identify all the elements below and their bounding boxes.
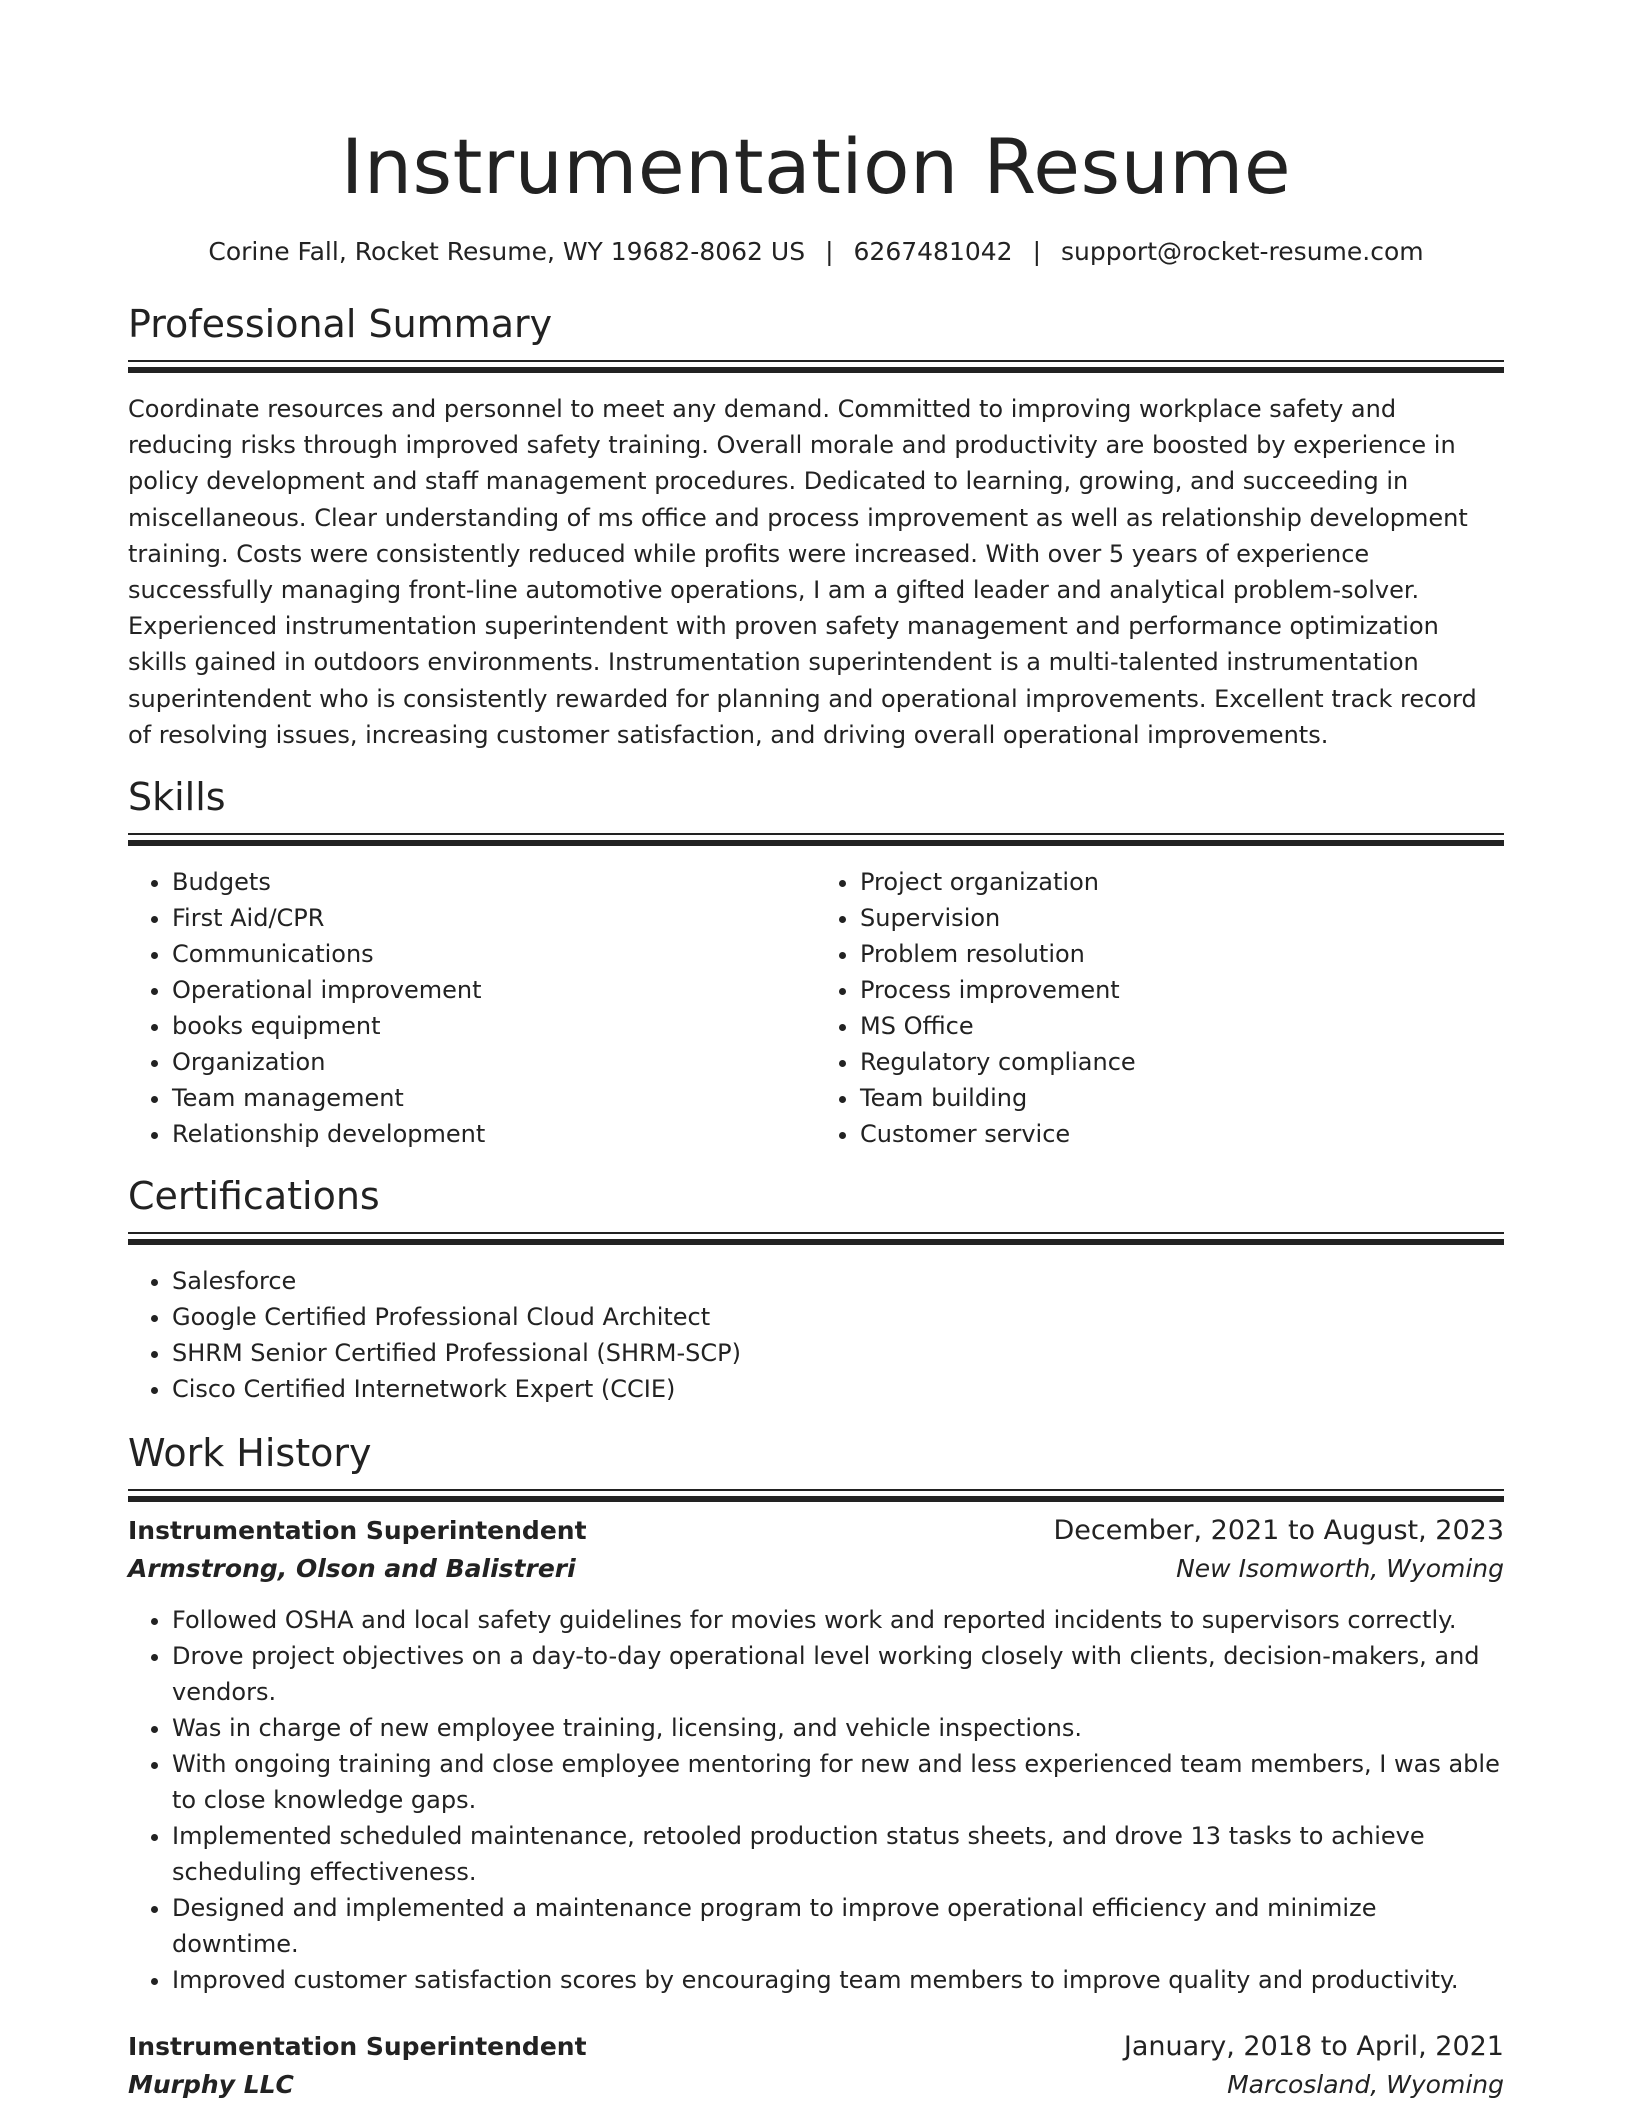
section-divider	[128, 1232, 1504, 1245]
job-bullet: • Implemented scheduled maintenance, retooled production status sheets, and drove 13 tasks to achieve scheduling effectiveness.	[172, 1818, 1504, 1890]
skill-item: • Regulatory compliance	[860, 1044, 1504, 1080]
resume-title: Instrumentation Resume	[340, 122, 1292, 211]
summary-text: Coordinate resources and personnel to meet any demand. Committed to improving workplace safety and reducing risks through improved safety training. Overall morale and productivity are boosted by experience in policy development and staff management procedures. Dedicated to learning, growing, and succeeding in miscellaneous. Clear understanding of ms office and process improvement as well as relationship development training. Costs were consistently reduced while profits were increased. With over 5 years of experience successfully managing front-line automotive operations, I am a gifted leader and analytical problem-solver. Experienced instrumentation superintendent with proven safety management and performance optimization skills gained in outdoors environments. Instrumentation superintendent is a multi-talented instrumentation superintendent who is consistently rewarded for planning and operational improvements. Excellent track record of resolving issues, increasing customer satisfaction, and driving overall operational improvements.	[128, 395, 1477, 749]
certifications-list	[128, 1263, 1504, 1407]
skills-heading: Skills	[128, 775, 226, 820]
skill-item: • Team building	[860, 1080, 1504, 1116]
skills-columns	[128, 864, 1504, 1152]
job-header	[128, 1512, 1504, 1550]
skill-item: • books equipment	[172, 1008, 816, 1044]
contact-separator: |	[825, 237, 834, 266]
skill-item: • Process improvement	[860, 972, 1504, 1008]
job-location: New Isomworth, Wyoming	[1176, 1554, 1504, 1584]
contact-line	[128, 234, 1504, 270]
job-title: Instrumentation Superintendent	[128, 2032, 587, 2062]
work-history-section	[128, 1429, 1504, 2104]
section-divider	[128, 833, 1504, 846]
job-company: Murphy LLC	[128, 2070, 294, 2100]
job-bullet: • Drove project objectives on a day-to-day operational level working closely with clients, decision-makers, and vendors.	[172, 1638, 1504, 1710]
job-subheader	[128, 2066, 1504, 2104]
job-entry	[128, 1512, 1504, 1998]
skills-right-list	[816, 864, 1504, 1152]
section-divider	[128, 360, 1504, 373]
certification-item: • Google Certified Professional Cloud Architect	[172, 1299, 1504, 1335]
job-title: Instrumentation Superintendent	[128, 1516, 587, 1546]
section-divider	[128, 1489, 1504, 1502]
job-header	[128, 2028, 1504, 2066]
skill-item: • Organization	[172, 1044, 816, 1080]
skills-section	[128, 773, 1504, 1152]
job-bullet: • Designed and implemented a maintenance program to improve operational efficiency and minimize downtime.	[172, 1890, 1504, 1962]
job-company: Armstrong, Olson and Balistreri	[128, 1554, 576, 1584]
skill-item: • Communications	[172, 936, 816, 972]
contact-phone: 6267481042	[853, 237, 1013, 266]
skill-item: • First Aid/CPR	[172, 900, 816, 936]
job-subheader	[128, 1550, 1504, 1588]
skill-item: • Supervision	[860, 900, 1504, 936]
skills-left-list	[128, 864, 816, 1152]
work-history-heading: Work History	[128, 1431, 372, 1476]
job-bullet: • Improved customer satisfaction scores by encouraging team members to improve quality and productivity.	[172, 1962, 1504, 1998]
certification-item: • Cisco Certified Internetwork Expert (CCIE)	[172, 1371, 1504, 1407]
summary-section	[128, 300, 1504, 753]
skill-item: • MS Office	[860, 1008, 1504, 1044]
skill-item: • Operational improvement	[172, 972, 816, 1008]
job-dates: December, 2021 to August, 2023	[1053, 1515, 1504, 1547]
skill-item: • Project organization	[860, 864, 1504, 900]
certification-item: • Salesforce	[172, 1263, 1504, 1299]
skill-item: • Problem resolution	[860, 936, 1504, 972]
skill-item: • Team management	[172, 1080, 816, 1116]
job-bullets	[128, 1602, 1504, 1998]
certifications-heading: Certifications	[128, 1174, 380, 1219]
contact-separator: |	[1032, 237, 1042, 266]
job-dates: January, 2018 to April, 2021	[1123, 2031, 1504, 2063]
job-bullet: • Followed OSHA and local safety guidelines for movies work and reported incidents to supervisors correctly.	[172, 1602, 1504, 1638]
skill-item: • Relationship development	[172, 1116, 816, 1152]
job-bullet: • Was in charge of new employee training, licensing, and vehicle inspections.	[172, 1710, 1504, 1746]
job-location: Marcosland, Wyoming	[1227, 2070, 1504, 2100]
certifications-section	[128, 1172, 1504, 1407]
skill-item: • Budgets	[172, 864, 816, 900]
certification-item: • SHRM Senior Certified Professional (SHRM-SCP)	[172, 1335, 1504, 1371]
summary-heading: Professional Summary	[128, 302, 553, 346]
job-bullet: • With ongoing training and close employee mentoring for new and less experienced team members, I was able to close knowledge gaps.	[172, 1746, 1504, 1818]
contact-address: Corine Fall, Rocket Resume, WY 19682-8062 US	[208, 237, 806, 266]
contact-email: support@rocket-resume.com	[1061, 237, 1424, 266]
skill-item: • Customer service	[860, 1116, 1504, 1152]
job-entry	[128, 2028, 1504, 2104]
